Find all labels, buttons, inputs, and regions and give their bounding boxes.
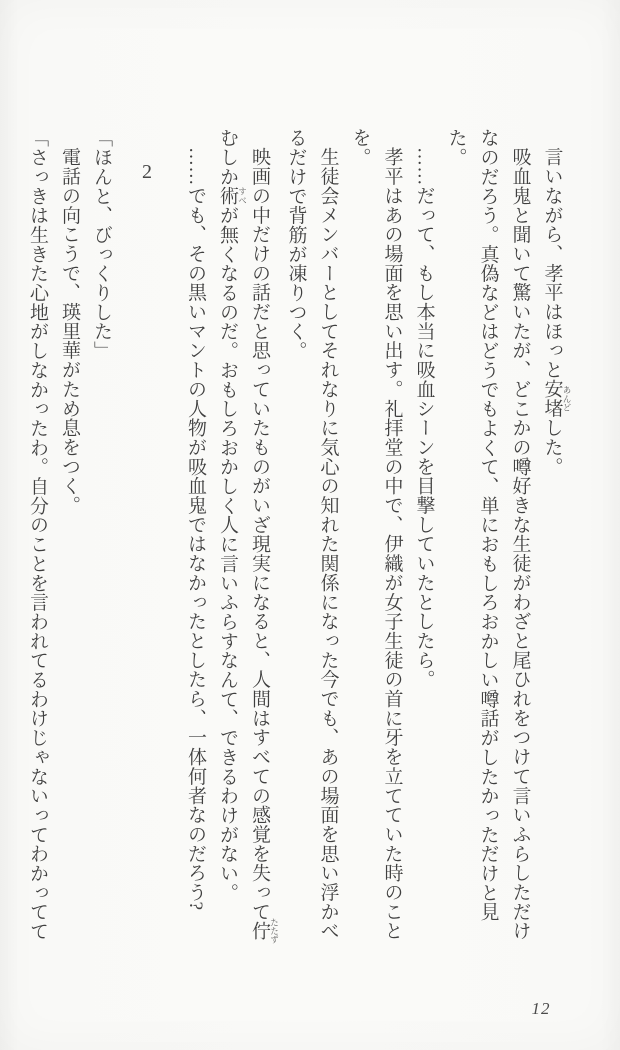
page-number: 12 bbox=[531, 999, 551, 1018]
ruby-annotated-word: 安堵 あんど bbox=[541, 379, 572, 418]
section-number-digit: 2 bbox=[142, 162, 152, 182]
paragraph: 映画の中だけの話だと思っていたものがいざ現実になると、人間はすべての感覚を失って佇 たたずむしか術 すべが無くなるのだ。おもしろおかしく人に言いふらすなんて、できるわけがない。 bbox=[217, 128, 280, 944]
section-number bbox=[131, 128, 163, 944]
ruby-annotated-word: 術 すべ bbox=[217, 186, 248, 206]
paragraph: 生徒会メンバーとしてそれなりに気心の知れた関係になった今でも、あの場面を思い浮かべるだけで背筋が凍りつく。 bbox=[285, 128, 339, 941]
ruby-annotated-word: 佇 たたず bbox=[249, 917, 280, 944]
paragraph: 言いながら、孝平はほっと安堵 あんどした。 bbox=[541, 147, 572, 476]
paragraph: ……でも、その黒いマントの人物が吸血鬼ではなかったとしたら、一体何者なのだろう? bbox=[185, 147, 206, 911]
paragraph: ……だって、もし本当に吸血シーンを目撃していたとしたら。 bbox=[413, 147, 435, 689]
paragraph: 孝平はあの場面を思い出す。礼拝堂の中で、伊織が女子生徒の首に牙を立てていた時のことを。 bbox=[349, 128, 403, 941]
text-flow bbox=[21, 128, 572, 944]
paragraph: 吸血鬼と聞いて驚いたが、どこかの噂好きな生徒がわざと尾ひれをつけて言いふらしただけなのだろう。真偽などはどうでもよくて、単におもしろおかしい噂話がしたかっただけと見た。 bbox=[445, 128, 531, 941]
paragraph: 電話の向こうで、瑛里華がため息をつく。 bbox=[59, 147, 80, 515]
paragraph: 「ほんと、びっくりした」 bbox=[91, 128, 112, 361]
paragraph: 「さっきは生きた心地がしなかったわ。自分のことを言われてるわけじゃないってわかってて bbox=[27, 128, 48, 941]
